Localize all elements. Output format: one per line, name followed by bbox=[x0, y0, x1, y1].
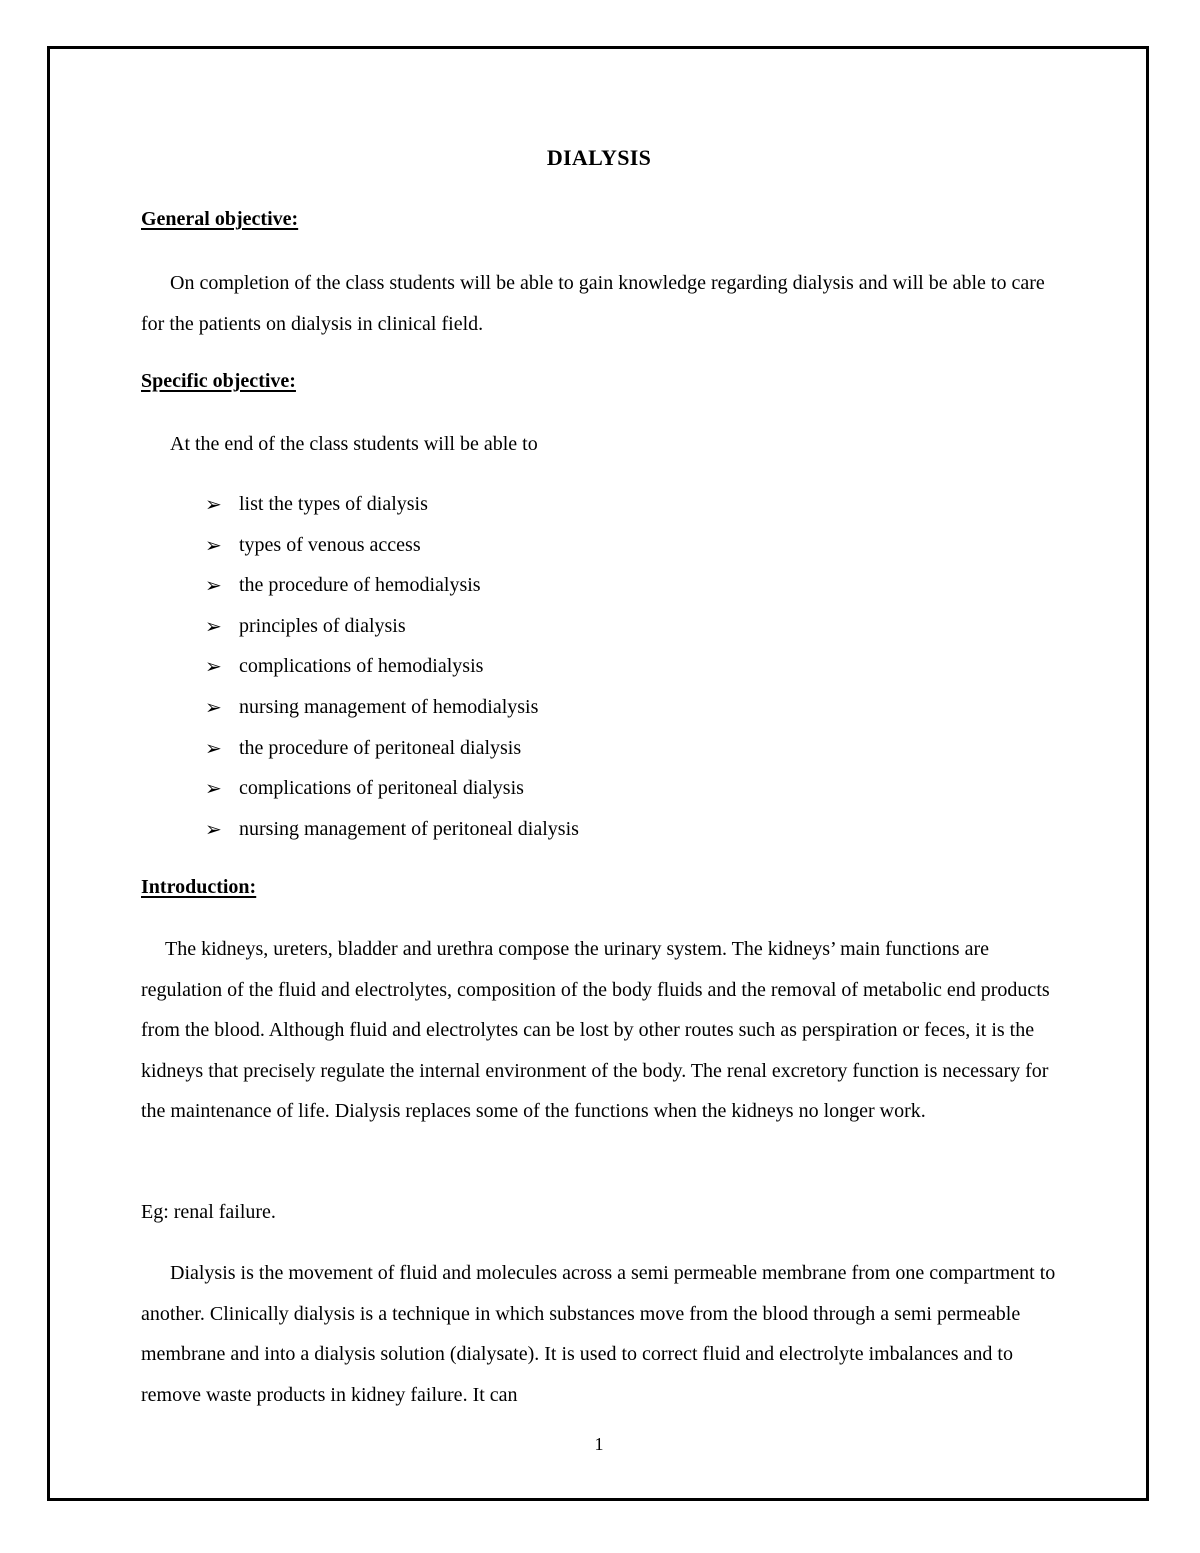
arrow-bullet-icon: ➢ bbox=[205, 816, 222, 841]
list-item-text: list the types of dialysis bbox=[239, 493, 428, 515]
list-item-text: complications of hemodialysis bbox=[239, 655, 484, 678]
arrow-bullet-icon: ➢ bbox=[205, 492, 222, 516]
introduction-paragraph-1: The kidneys, ureters, bladder and urethra compose the urinary system. The kidneys’ main functions are regulation of the fluid and electrolytes, composition of the body fluids and the removal of metabolic end products from the blood. Although fluid and electrolytes can be lost by other routes such as perspiration or feces, it is the kidneys that precisely regulate the internal environment of the body. The renal excretory function is necessary for the maintenance of life. Dialysis replaces some of the functions when the kidneys no longer work. bbox=[141, 938, 1050, 1122]
list-item bbox=[205, 565, 579, 606]
introduction-example: Eg: renal failure. bbox=[141, 1201, 276, 1223]
list-item bbox=[205, 484, 579, 525]
general-objective-heading: General objective: bbox=[141, 208, 299, 230]
list-item bbox=[205, 646, 579, 687]
list-item-text: nursing management of peritoneal dialysis bbox=[239, 817, 579, 840]
arrow-bullet-icon: ➢ bbox=[205, 735, 222, 760]
specific-objective-intro: At the end of the class students will be able to bbox=[170, 433, 538, 455]
list-item bbox=[205, 728, 579, 769]
specific-objective-heading: Specific objective: bbox=[141, 370, 296, 392]
list-item bbox=[205, 525, 579, 566]
introduction-paragraph-2: Dialysis is the movement of fluid and molecules across a semi permeable membrane from one compartment to another. Clinically dialysis is a technique in which substances move from the blood through a semi permeable membrane and into a dialysis solution (dialysate). It is used to correct fluid and electrolyte imbalances and to remove waste products in kidney failure. It can bbox=[141, 1262, 1056, 1406]
list-item-text: types of venous access bbox=[239, 533, 421, 556]
list-item-text: the procedure of hemodialysis bbox=[239, 574, 481, 597]
general-objective-text: On completion of the class students will be able to gain knowledge regarding dialysis and will be able to care for the patients on dialysis in clinical field. bbox=[141, 272, 1045, 335]
page-number: 1 bbox=[594, 1434, 604, 1454]
list-item-text: the procedure of peritoneal dialysis bbox=[239, 736, 522, 759]
introduction-heading: Introduction: bbox=[141, 876, 257, 898]
list-item-text: nursing management of hemodialysis bbox=[239, 695, 539, 718]
arrow-bullet-icon: ➢ bbox=[205, 776, 222, 801]
list-item-text: complications of peritoneal dialysis bbox=[239, 777, 524, 800]
document-title: DIALYSIS bbox=[546, 145, 652, 170]
arrow-bullet-icon: ➢ bbox=[205, 532, 222, 557]
list-item bbox=[205, 768, 579, 809]
objective-list bbox=[205, 484, 579, 849]
arrow-bullet-icon: ➢ bbox=[205, 573, 222, 598]
list-item bbox=[205, 809, 579, 850]
arrow-bullet-icon: ➢ bbox=[205, 654, 222, 679]
list-item bbox=[205, 606, 579, 647]
arrow-bullet-icon: ➢ bbox=[205, 694, 222, 719]
list-item bbox=[205, 687, 579, 728]
arrow-bullet-icon: ➢ bbox=[205, 613, 222, 638]
list-item-text: principles of dialysis bbox=[239, 614, 406, 637]
